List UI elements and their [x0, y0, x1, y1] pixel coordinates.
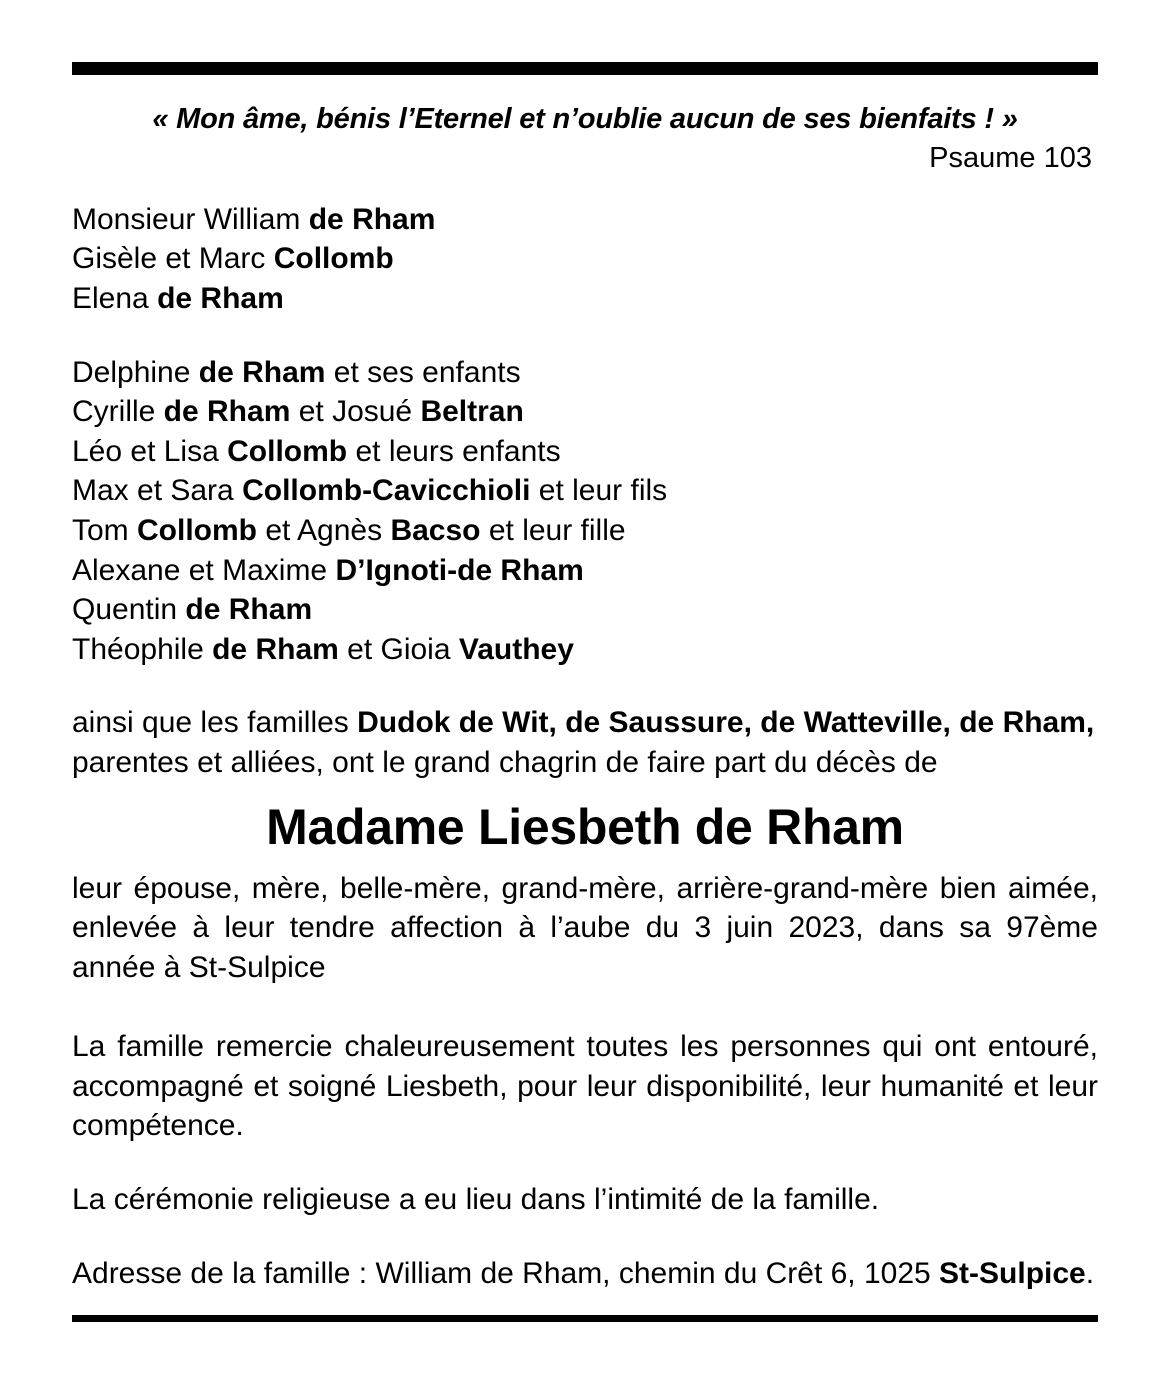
- family-line-suffix: et ses enfants: [325, 355, 521, 389]
- family-line: [72, 392, 1098, 432]
- spacer: [72, 987, 1098, 1027]
- family-line: [72, 590, 1098, 630]
- family-line: [72, 239, 1098, 279]
- family-line-mid: et Gioia: [338, 632, 459, 666]
- family-line-mid: et Josué: [290, 395, 421, 429]
- allied-families-tail: parentes et alliées, ont le grand chagrin de faire part du décès de: [72, 745, 938, 779]
- family-line: [72, 432, 1098, 472]
- family-line-surname-second: Bacso: [390, 513, 481, 547]
- family-line-prefix: Cyrille: [72, 395, 164, 429]
- bottom-rule-divider: [72, 1315, 1098, 1322]
- family-line-surname: de Rham: [198, 355, 326, 389]
- family-line-surname-second: Vauthey: [458, 632, 574, 666]
- family-line-surname: de Rham: [185, 593, 313, 627]
- allied-families-names: Dudok de Wit, de Saussure, de Watteville, de Rham,: [357, 706, 1095, 740]
- family-line: [72, 551, 1098, 591]
- family-line-prefix: Tom: [72, 513, 138, 547]
- immediate-family-list: [72, 200, 1098, 319]
- family-line-suffix: et leur fille: [480, 513, 626, 547]
- family-line: [72, 511, 1098, 551]
- family-line-prefix: Delphine: [72, 355, 199, 389]
- family-address: [72, 1254, 1098, 1294]
- ceremony-paragraph: La cérémonie religieuse a eu lieu dans l’intimité de la famille.: [72, 1183, 880, 1217]
- family-line-suffix: et leur fils: [530, 474, 668, 508]
- deceased-description: leur épouse, mère, belle-mère, grand-mère, arrière-grand-mère bien aimée, enlevée à leur tendre affection à l’aube du 3 juin 2023, dans sa 97ème année à St-Sulpice: [72, 871, 1098, 984]
- family-address-lead: Adresse de la famille : William de Rham, chemin du Crêt 6, 1025: [72, 1256, 940, 1290]
- family-line-mid: et Agnès: [257, 513, 391, 547]
- family-line-surname: D’Ignoti-de Rham: [335, 553, 584, 587]
- top-rule-divider: [72, 62, 1098, 75]
- family-line-surname: Collomb-Cavicchioli: [242, 474, 531, 508]
- family-line: [72, 353, 1098, 393]
- allied-families-paragraph: [72, 703, 1098, 782]
- family-line-prefix: Quentin: [72, 593, 186, 627]
- deceased-name: Madame Liesbeth de Rham: [266, 798, 904, 855]
- bible-verse: « Mon âme, bénis l’Eternel et n’oublie aucun de ses bienfaits ! »: [152, 103, 1018, 135]
- family-line-surname: Collomb: [227, 434, 348, 468]
- family-line: [72, 200, 1098, 240]
- family-line-surname: de Rham: [308, 202, 436, 236]
- family-line-prefix: Théophile: [72, 632, 213, 666]
- spacer: [72, 178, 1098, 200]
- family-line-surname: de Rham: [157, 281, 284, 315]
- family-line-prefix: Monsieur William: [72, 202, 309, 236]
- family-line-surname: de Rham: [163, 395, 291, 429]
- spacer: [72, 1146, 1098, 1180]
- family-line-prefix: Max et Sara: [72, 474, 243, 508]
- family-line-prefix: Léo et Lisa: [72, 434, 228, 468]
- family-line-surname: de Rham: [212, 632, 339, 666]
- family-line-surname: Collomb: [273, 242, 394, 276]
- spacer: [72, 669, 1098, 703]
- family-line: [72, 279, 1098, 319]
- family-address-locality: St-Sulpice: [939, 1256, 1086, 1290]
- family-line-prefix: Elena: [72, 281, 158, 315]
- thanks-paragraph: La famille remercie chaleureusement toutes les personnes qui ont entouré, accompagné et soigné Liesbeth, pour leur disponibilité, leur humanité et leur compétence.: [72, 1030, 1098, 1143]
- family-line-prefix: Gisèle et Marc: [72, 242, 274, 276]
- family-line-prefix: Alexane et Maxime: [72, 553, 336, 587]
- spacer: [72, 1220, 1098, 1254]
- family-line-surname-second: Beltran: [420, 395, 524, 429]
- family-address-tail: .: [1085, 1256, 1095, 1290]
- family-line: [72, 471, 1098, 511]
- extended-family-list: [72, 353, 1098, 670]
- family-line-surname: Collomb: [137, 513, 258, 547]
- family-line: [72, 630, 1098, 670]
- family-line-suffix: et leurs enfants: [347, 434, 561, 468]
- spacer: [72, 319, 1098, 353]
- bible-verse-source: Psaume 103: [929, 142, 1092, 175]
- allied-families-lead: ainsi que les familles: [72, 706, 358, 740]
